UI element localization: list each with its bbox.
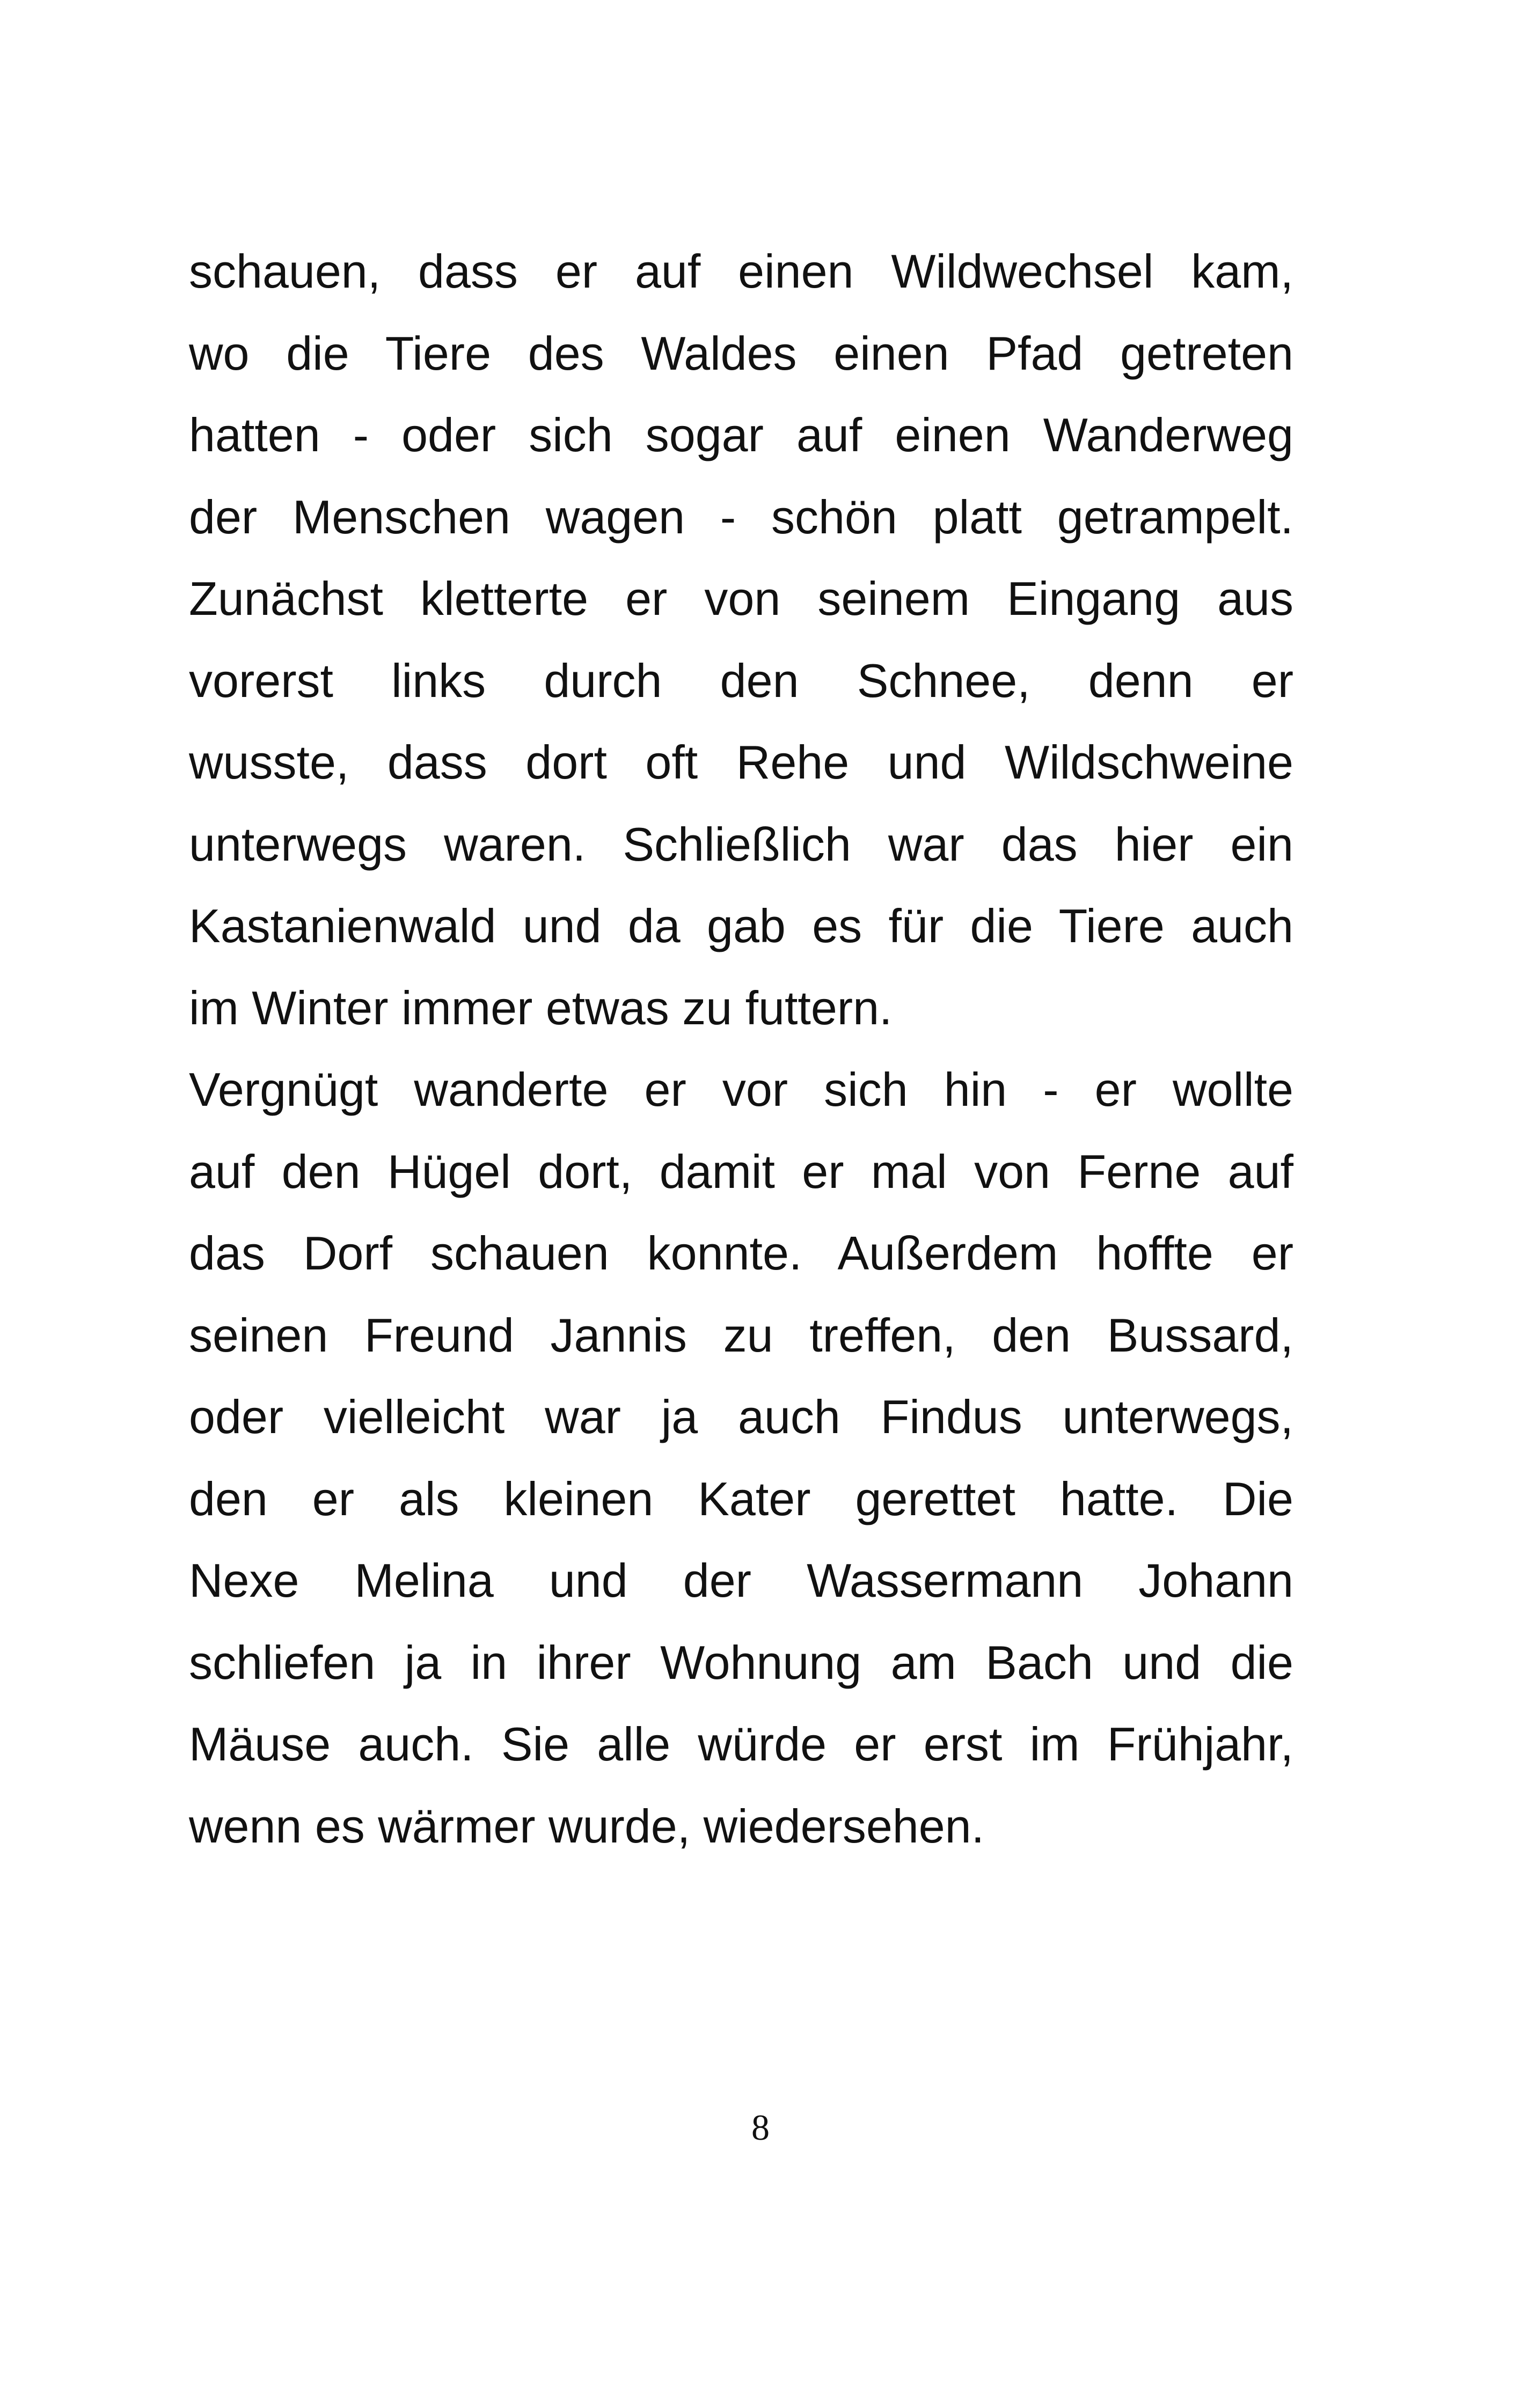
text-line: wusste, dass dort oft Rehe und Wildschweine xyxy=(189,736,1293,789)
text-line: hatten - oder sich sogar auf einen Wanderweg xyxy=(189,408,1293,461)
text-line: wo die Tiere des Waldes einen Pfad getreten xyxy=(189,326,1293,380)
text-line: das Dorf schauen konnte. Außerdem hoffte er xyxy=(189,1227,1293,1280)
text-line: Kastanienwald und da gab es für die Tiere auch xyxy=(189,899,1293,952)
text-line: der Menschen wagen - schön platt getrampelt. xyxy=(189,490,1293,544)
paragraph-2 xyxy=(189,1049,1293,1867)
text-line: vorerst links durch den Schnee, denn er xyxy=(189,654,1293,707)
text-line: Mäuse auch. Sie alle würde er erst im Frühjahr, xyxy=(189,1717,1293,1771)
text-line: Vergnügt wanderte er vor sich hin - er wollte xyxy=(189,1063,1293,1116)
paragraph-1 xyxy=(189,231,1293,1049)
text-line: seinen Freund Jannis zu treffen, den Bussard, xyxy=(189,1308,1293,1362)
text-line: im Winter immer etwas zu futtern. xyxy=(189,981,893,1034)
text-line: schliefen ja in ihrer Wohnung am Bach und die xyxy=(189,1635,1293,1689)
page-number: 8 xyxy=(751,2107,770,2148)
text-line: auf den Hügel dort, damit er mal von Ferne auf xyxy=(189,1144,1293,1198)
text-line: oder vielleicht war ja auch Findus unterwegs, xyxy=(189,1390,1293,1443)
text-line: Zunächst kletterte er von seinem Eingang aus xyxy=(189,572,1293,625)
text-line: Nexe Melina und der Wassermann Johann xyxy=(189,1554,1293,1607)
text-line: wenn es wärmer wurde, wiedersehen. xyxy=(189,1799,985,1853)
text-line: unterwegs waren. Schließlich war das hier ein xyxy=(189,817,1293,871)
text-line: den er als kleinen Kater gerettet hatte. Die xyxy=(189,1472,1293,1525)
text-line: schauen, dass er auf einen Wildwechsel kam, xyxy=(189,245,1293,298)
